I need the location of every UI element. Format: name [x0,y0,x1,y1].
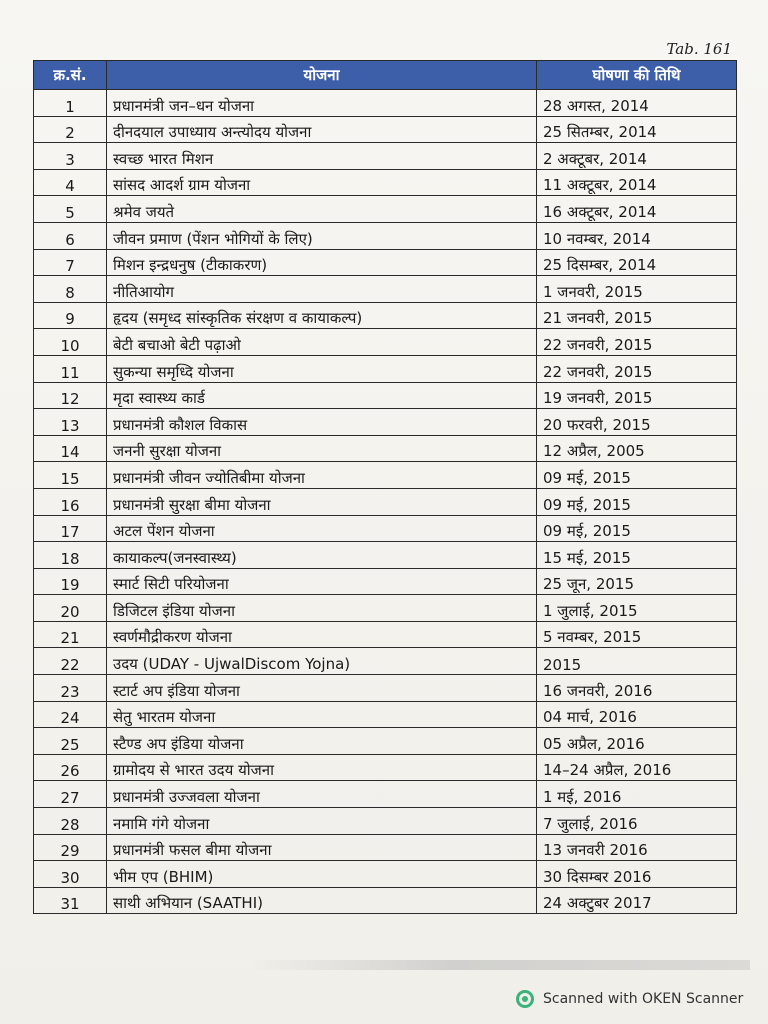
serial-number-cell: 23 [34,675,107,702]
serial-number-cell: 20 [34,595,107,622]
scheme-name-cell: नीतिआयोग [107,276,537,303]
table-row [34,754,737,781]
header-announcement-date: घोषणा की तिथि [537,61,737,90]
serial-number-cell: 2 [34,116,107,143]
scheme-name-cell: कायाकल्प(जनस्वास्थ्य) [107,542,537,569]
serial-number-cell: 27 [34,781,107,808]
scheme-name-cell: सेतु भारतम योजना [107,701,537,728]
table-row [34,90,737,117]
scheme-name-cell: मृदा स्वास्थ्य कार्ड [107,382,537,409]
scheme-name-cell: मिशन इन्द्रधनुष (टीकाकरण) [107,249,537,276]
table-row [34,728,737,755]
table-row [34,568,737,595]
table-row [34,329,737,356]
scheme-name-cell: सांसद आदर्श ग्राम योजना [107,169,537,196]
announcement-date-cell: 24 अक्टुबर 2017 [537,887,737,914]
announcement-date-cell: 1 मई, 2016 [537,781,737,808]
announcement-date-cell: 25 दिसम्बर, 2014 [537,249,737,276]
scheme-name-cell: प्रधानमंत्री जीवन ज्योतिबीमा योजना [107,462,537,489]
announcement-date-cell: 1 जनवरी, 2015 [537,276,737,303]
scanner-text: Scanned with OKEN Scanner [543,991,744,1007]
header-serial-number: क्र.सं. [34,61,107,90]
scanner-watermark [516,990,743,1008]
serial-number-cell: 24 [34,701,107,728]
announcement-date-cell: 11 अक्टूबर, 2014 [537,169,737,196]
announcement-date-cell: 25 जून, 2015 [537,568,737,595]
announcement-date-cell: 21 जनवरी, 2015 [537,302,737,329]
scheme-name-cell: स्मार्ट सिटी परियोजना [107,568,537,595]
scheme-name-cell: स्टार्ट अप इंडिया योजना [107,675,537,702]
serial-number-cell: 19 [34,568,107,595]
serial-number-cell: 14 [34,435,107,462]
table-row [34,382,737,409]
table-row [34,116,737,143]
table-row [34,701,737,728]
scheme-name-cell: स्वच्छ भारत मिशन [107,143,537,170]
scheme-name-cell: नमामि गंगे योजना [107,808,537,835]
table-row [34,861,737,888]
announcement-date-cell: 2 अक्टूबर, 2014 [537,143,737,170]
table-row [34,675,737,702]
scheme-name-cell: प्रधानमंत्री फसल बीमा योजना [107,834,537,861]
table-row [34,409,737,436]
announcement-date-cell: 10 नवम्बर, 2014 [537,222,737,249]
announcement-date-cell: 2015 [537,648,737,675]
table-row [34,143,737,170]
announcement-date-cell: 5 नवम्बर, 2015 [537,621,737,648]
announcement-date-cell: 13 जनवरी 2016 [537,834,737,861]
scheme-name-cell: साथी अभियान (SAATHI) [107,887,537,914]
announcement-date-cell: 28 अगस्त, 2014 [537,90,737,117]
announcement-date-cell: 05 अप्रैल, 2016 [537,728,737,755]
serial-number-cell: 4 [34,169,107,196]
announcement-date-cell: 16 अक्टूबर, 2014 [537,196,737,223]
serial-number-cell: 18 [34,542,107,569]
scheme-name-cell: अटल पेंशन योजना [107,515,537,542]
scheme-name-cell: श्रमेव जयते [107,196,537,223]
serial-number-cell: 16 [34,488,107,515]
table-row [34,276,737,303]
table-row [34,621,737,648]
announcement-date-cell: 16 जनवरी, 2016 [537,675,737,702]
table-row [34,222,737,249]
serial-number-cell: 12 [34,382,107,409]
serial-number-cell: 1 [34,90,107,117]
scheme-name-cell: स्टैण्ड अप इंडिया योजना [107,728,537,755]
serial-number-cell: 9 [34,302,107,329]
header-scheme: योजना [107,61,537,90]
cut-off-footer-text [250,960,750,970]
table-row [34,648,737,675]
table-row [34,488,737,515]
serial-number-cell: 3 [34,143,107,170]
announcement-date-cell: 30 दिसम्बर 2016 [537,861,737,888]
scheme-name-cell: प्रधानमंत्री सुरक्षा बीमा योजना [107,488,537,515]
announcement-date-cell: 22 जनवरी, 2015 [537,355,737,382]
serial-number-cell: 6 [34,222,107,249]
table-row [34,515,737,542]
announcement-date-cell: 7 जुलाई, 2016 [537,808,737,835]
table-row [34,302,737,329]
scheme-name-cell: दीनदयाल उपाध्याय अन्त्योदय योजना [107,116,537,143]
scheme-name-cell: प्रधानमंत्री जन–धन योजना [107,90,537,117]
scanner-logo-icon [516,990,534,1008]
serial-number-cell: 28 [34,808,107,835]
serial-number-cell: 5 [34,196,107,223]
serial-number-cell: 13 [34,409,107,436]
scheme-name-cell: भीम एप (BHIM) [107,861,537,888]
serial-number-cell: 26 [34,754,107,781]
table-row [34,542,737,569]
announcement-date-cell: 09 मई, 2015 [537,515,737,542]
table-row [34,355,737,382]
table-row [34,435,737,462]
announcement-date-cell: 25 सितम्बर, 2014 [537,116,737,143]
serial-number-cell: 7 [34,249,107,276]
announcement-date-cell: 20 फरवरी, 2015 [537,409,737,436]
scheme-name-cell: प्रधानमंत्री उज्जवला योजना [107,781,537,808]
table-number-label: Tab. 161 [666,40,732,58]
scheme-name-cell: ग्रामोदय से भारत उदय योजना [107,754,537,781]
announcement-date-cell: 09 मई, 2015 [537,462,737,489]
schemes-table [33,60,737,914]
serial-number-cell: 21 [34,621,107,648]
table-row [34,781,737,808]
serial-number-cell: 11 [34,355,107,382]
table-header-row [34,61,737,90]
announcement-date-cell: 14–24 अप्रैल, 2016 [537,754,737,781]
serial-number-cell: 30 [34,861,107,888]
announcement-date-cell: 12 अप्रैल, 2005 [537,435,737,462]
serial-number-cell: 8 [34,276,107,303]
table-row [34,196,737,223]
scheme-name-cell: जननी सुरक्षा योजना [107,435,537,462]
table-row [34,169,737,196]
serial-number-cell: 29 [34,834,107,861]
table-row [34,462,737,489]
table-row [34,887,737,914]
announcement-date-cell: 04 मार्च, 2016 [537,701,737,728]
scheme-name-cell: स्वर्णमौद्रीकरण योजना [107,621,537,648]
table-row [34,808,737,835]
scheme-name-cell: उदय (UDAY - UjwalDiscom Yojna) [107,648,537,675]
serial-number-cell: 25 [34,728,107,755]
announcement-date-cell: 19 जनवरी, 2015 [537,382,737,409]
serial-number-cell: 31 [34,887,107,914]
scheme-name-cell: प्रधानमंत्री कौशल विकास [107,409,537,436]
table-row [34,834,737,861]
announcement-date-cell: 09 मई, 2015 [537,488,737,515]
announcement-date-cell: 22 जनवरी, 2015 [537,329,737,356]
scheme-name-cell: डिजिटल इंडिया योजना [107,595,537,622]
scheme-name-cell: सुकन्या समृध्दि योजना [107,355,537,382]
serial-number-cell: 15 [34,462,107,489]
announcement-date-cell: 1 जुलाई, 2015 [537,595,737,622]
table-row [34,249,737,276]
serial-number-cell: 22 [34,648,107,675]
serial-number-cell: 17 [34,515,107,542]
scheme-name-cell: हृदय (समृध्द सांस्कृतिक संरक्षण व कायाकल्प) [107,302,537,329]
scheme-name-cell: बेटी बचाओ बेटी पढ़ाओ [107,329,537,356]
serial-number-cell: 10 [34,329,107,356]
scheme-name-cell: जीवन प्रमाण (पेंशन भोगियों के लिए) [107,222,537,249]
announcement-date-cell: 15 मई, 2015 [537,542,737,569]
table-row [34,595,737,622]
